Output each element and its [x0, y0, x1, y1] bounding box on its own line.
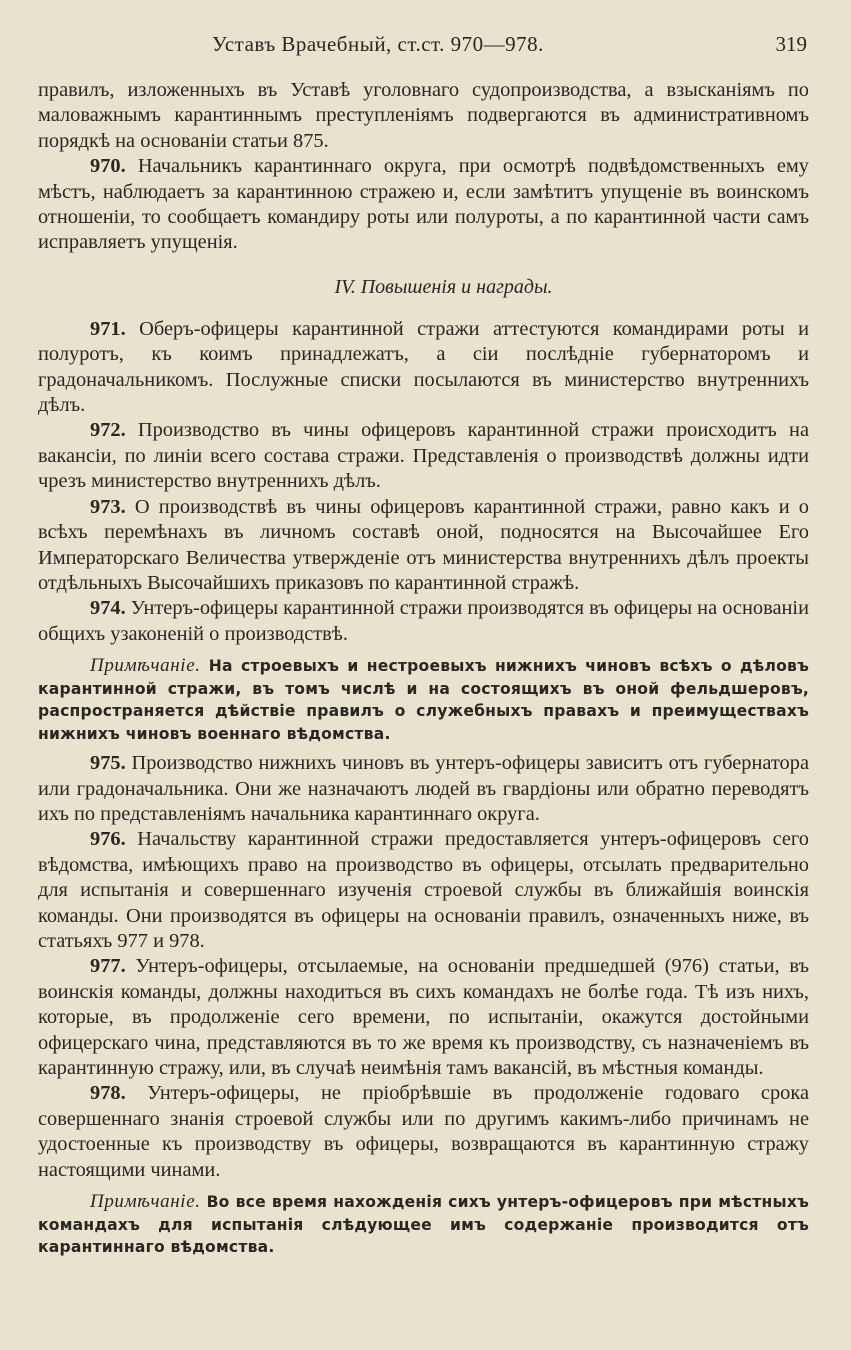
article-978	[38, 1081, 809, 1183]
page-number: 319	[775, 32, 807, 56]
article-973	[38, 495, 809, 597]
article-972	[38, 418, 809, 494]
article-text: О производствѣ въ чины офицеровъ карантинной стражи, равно какъ и о всѣхъ перемѣнахъ въ личномъ составѣ оной, подносятся на Высочайшее Его Императорскаго Величества утвержденіе отъ министерства внутреннихъ дѣлъ проекты отдѣльныхъ Высочайшихъ приказовъ по карантинной стражѣ.	[38, 495, 809, 594]
running-title: Уставъ Врачебный, ст.ст. 970—978.	[212, 32, 544, 56]
article-971	[38, 317, 809, 419]
article-number: 973.	[90, 495, 126, 518]
article-text: Начальству карантинной стражи предоставляется унтеръ-офицеровъ сего вѣдомства, имѣющихъ право на производство въ офицеры, отсылать предварительно для испытанія и совершеннаго изученія строевой службы въ ближайшія воинскія команды. Они производятся въ офицеры на основаніи правилъ, означенныхъ ниже, въ статьяхъ 977 и 978.	[38, 828, 809, 952]
article-text: Унтеръ-офицеры, не пріобрѣвшіе въ продолженіе годоваго срока совершеннаго знанія строевой службы или по другимъ какимъ-либо причинамъ не удостоенные къ производству въ офицеры, возвращаются въ карантинную стражу настоящими чинами.	[38, 1082, 809, 1181]
article-970	[38, 154, 809, 256]
note-label: Примѣчаніе.	[90, 1191, 201, 1213]
article-number: 976.	[90, 828, 126, 851]
article-974	[38, 596, 809, 647]
page-body	[38, 78, 809, 1259]
note-text: Во все время нахожденія сихъ унтеръ-офицеровъ при мѣстныхъ командахъ для испытанія слѣдующее имъ содержаніе производится отъ карантиннаго вѣдомства.	[38, 1193, 809, 1257]
note-label: Примѣчаніе.	[90, 655, 201, 677]
article-975	[38, 751, 809, 827]
article-976	[38, 827, 809, 954]
article-number: 971.	[90, 317, 126, 340]
note-paragraph	[38, 1191, 809, 1259]
article-number: 977.	[90, 955, 126, 978]
note-text: На строевыхъ и нестроевыхъ нижнихъ чиновъ всѣхъ о дѣловъ карантинной стражи, въ томъ числѣ и на состоящихъ въ оной фельдшеровъ, распространяется дѣйствіе правилъ о служебныхъ правахъ и преимуществахъ нижнихъ чиновъ военнаго вѣдомства.	[38, 657, 809, 743]
article-text: Унтеръ-офицеры карантинной стражи производятся въ офицеры на основаніи общихъ узаконеній о производствѣ.	[38, 597, 809, 645]
article-text: Унтеръ-офицеры, отсылаемые, на основаніи предшедшей (976) статьи, въ воинскія команды, должны находиться въ сихъ командахъ не болѣе года. Тѣ изъ нихъ, которые, въ продолженіе сего времени, по испытаніи, окажутся достойными офицерскаго чина, представляются въ то же время къ производству, съ назначеніемъ въ карантинную стражу, или, въ случаѣ неимѣнія тамъ вакансій, въ мѣстныя команды.	[38, 955, 809, 1079]
article-number: 978.	[90, 1082, 126, 1105]
article-number: 970.	[90, 155, 126, 178]
article-text: Оберъ-офицеры карантинной стражи аттестуются командирами роты и полуротъ, къ коимъ принадлежатъ, а сіи послѣдніе губернаторомъ и градоначальникомъ. Послужные списки посылаются въ министерство внутреннихъ дѣлъ.	[38, 317, 809, 417]
article-number: 975.	[90, 752, 126, 775]
article-number: 972.	[90, 419, 126, 442]
article-text: Производство нижнихъ чиновъ въ унтеръ-офицеры зависитъ отъ губернатора или градоначальника. Они же назначаютъ людей въ гвардіоны или обратно переводятъ ихъ по представленіямъ начальника карантиннаго округа.	[38, 752, 809, 825]
article-977	[38, 954, 809, 1081]
note-paragraph	[38, 655, 809, 745]
section-title: IV. Повышенія и награды.	[334, 275, 553, 298]
article-text: Начальникъ карантиннаго округа, при осмотрѣ подвѣдомственныхъ ему мѣстъ, наблюдаетъ за карантинною стражею и, если замѣтитъ упущеніе въ воинскомъ отношеніи, то сообщаетъ командиру роты или полуроты, а по карантинной части самъ исправляетъ упущенія.	[38, 155, 809, 254]
page-header	[38, 28, 809, 68]
continuation-paragraph: правилъ, изложенныхъ въ Уставѣ уголовнаго судопроизводства, а взысканіямъ по маловажнымъ карантиннымъ преступленіямъ подвергаются въ административномъ порядкѣ на основаніи статьи 875.	[38, 79, 809, 152]
article-number: 974.	[90, 597, 126, 620]
article-text: Производство въ чины офицеровъ карантинной стражи происходитъ на вакансіи, по линіи всего состава стражи. Представленія о производствѣ должны идти чрезъ министерство внутреннихъ дѣлъ.	[38, 419, 809, 493]
